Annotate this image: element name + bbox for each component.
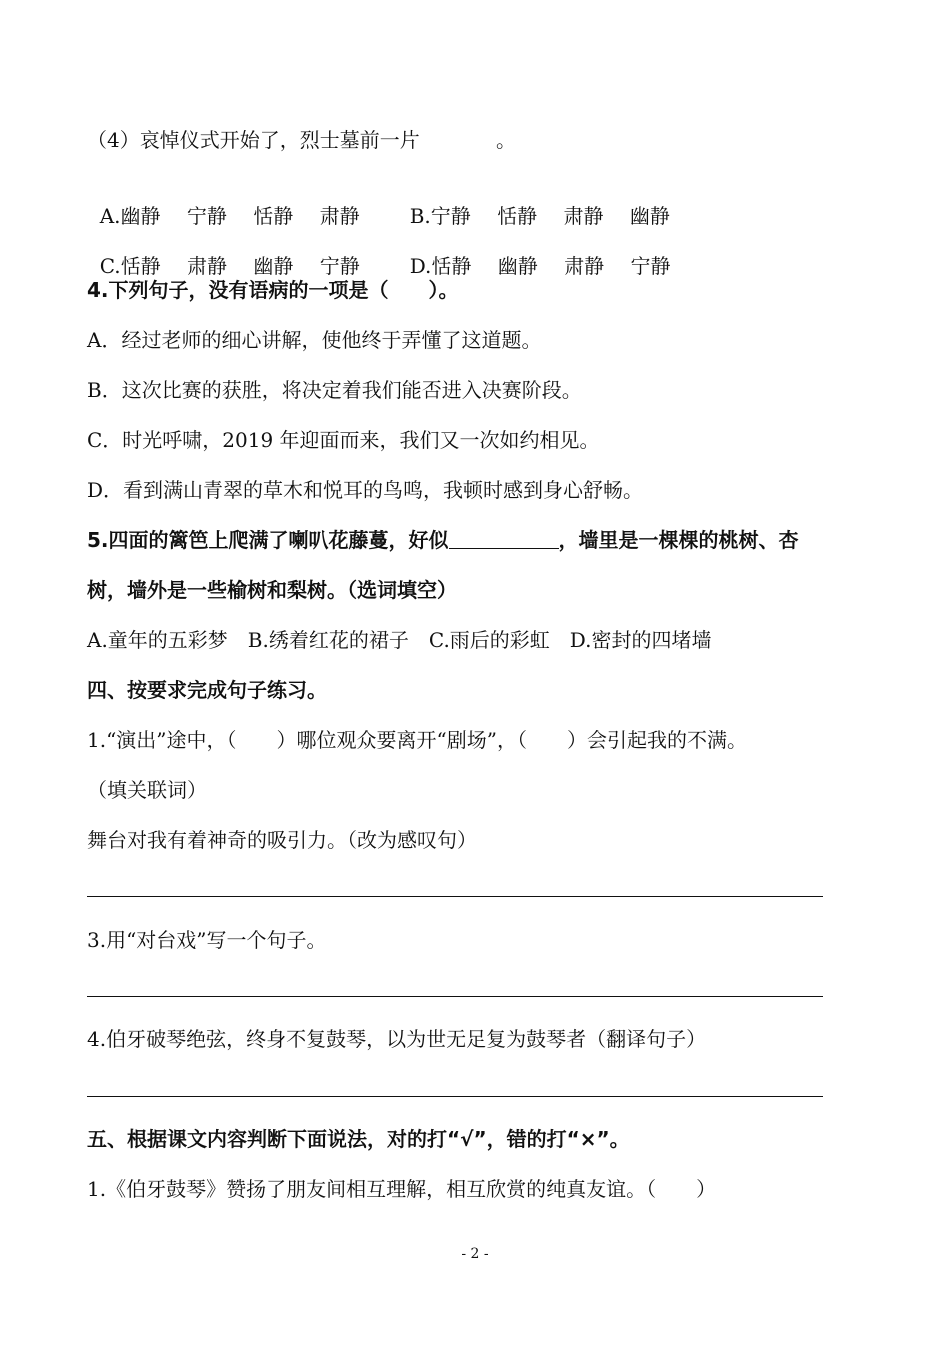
question-4-title: 4.下列句子，没有语病的一项是（ ）。 (87, 278, 459, 302)
question-5-title-pre: 5.四面的篱笆上爬满了喇叭花藤蔓，好似 (87, 528, 449, 552)
question-4-option-c: C．时光呼啸，2019 年迎面而来，我们又一次如约相见。 (87, 428, 600, 452)
answer-line-1[interactable] (87, 896, 823, 897)
option-d: D.恬静 幽静 肃静 宁静 (409, 254, 671, 278)
question-3-4-options-row1 (87, 177, 670, 229)
question-4-option-a: A．经过老师的细心讲解，使他终于弄懂了这道题。 (87, 328, 542, 352)
option-b: B.宁静 恬静 肃静 幽静 (409, 204, 670, 228)
answer-line-2[interactable] (87, 996, 823, 997)
question-3-4-options-row2 (87, 227, 670, 279)
section-4-question-2: 舞台对我有着神奇的吸引力。（改为感叹句） (87, 828, 477, 852)
section-4-question-4: 4.伯牙破琴绝弦，终身不复鼓琴，以为世无足复为鼓琴者（翻译句子） (87, 1027, 707, 1051)
question-5-title-line2: 树，墙外是一些榆树和梨树。（选词填空） (87, 578, 457, 602)
answer-line-3[interactable] (87, 1096, 823, 1097)
section-4-title: 四、按要求完成句子练习。 (87, 678, 327, 702)
option-c: C.恬静 肃静 幽静 宁静 (99, 254, 360, 278)
option-a: A.幽静 宁静 恬静 肃静 (99, 204, 360, 228)
question-5-title (87, 527, 799, 553)
question-5-title-post: ，墙里是一棵棵的桃树、杏 (558, 528, 799, 552)
page-number: - 2 - (461, 1246, 489, 1262)
section-4-question-1: 1.“演出”途中，（ ）哪位观众要离开“剧场”，（ ）会引起我的不满。 (87, 728, 747, 752)
fill-blank[interactable] (449, 528, 559, 549)
section-4-question-3: 3.用“对台戏”写一个句子。 (87, 928, 327, 952)
section-5-question-1: 1.《伯牙鼓琴》赞扬了朋友间相互理解，相互欣赏的纯真友谊。（ ） (87, 1177, 717, 1201)
question-3-4-stem: （4）哀悼仪式开始了，烈士墓前一片 。 (87, 128, 517, 152)
question-5-options: A.童年的五彩梦 B.绣着红花的裙子 C.雨后的彩虹 D.密封的四堵墙 (87, 628, 712, 652)
section-4-question-1-note: （填关联词） (87, 778, 207, 802)
question-4-option-b: B．这次比赛的获胜，将决定着我们能否进入决赛阶段。 (87, 378, 582, 402)
section-5-title: 五、根据课文内容判断下面说法，对的打“√”，错的打“×”。 (87, 1127, 630, 1151)
question-4-option-d: D．看到满山青翠的草木和悦耳的鸟鸣，我顿时感到身心舒畅。 (87, 478, 644, 502)
